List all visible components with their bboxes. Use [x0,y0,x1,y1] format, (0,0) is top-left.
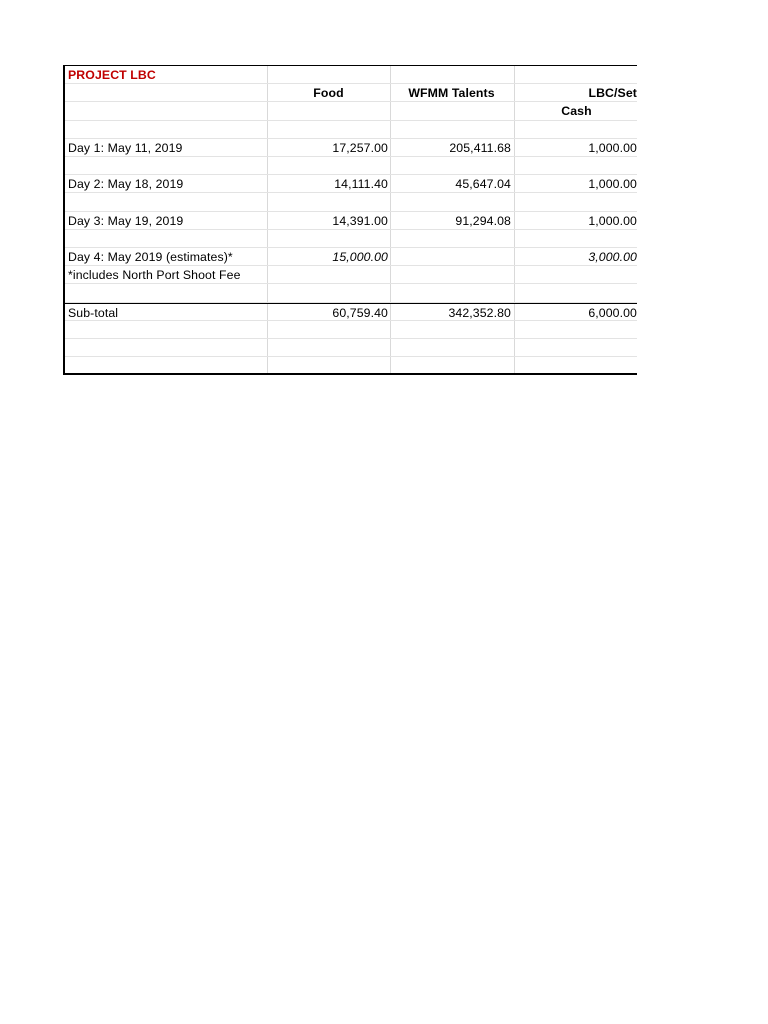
subtotal-label: Sub-total [68,305,119,320]
table-row [65,175,637,193]
talents-value: 45,647.04 [455,177,511,192]
blank-row [65,321,637,339]
blank-row [65,193,637,211]
blank-row [65,339,637,357]
row-label: Day 4: May 2019 (estimates)* [68,250,233,264]
header-cash: Cash [561,104,592,119]
subtotal-food: 60,759.40 [332,305,388,320]
title-row [65,66,637,84]
note-row [65,266,637,284]
header-row [65,84,637,102]
table-row [65,139,637,157]
blank-row [65,357,637,375]
food-value: 17,257.00 [332,140,388,155]
subtotal-talents: 342,352.80 [448,305,511,320]
blank-row [65,121,637,139]
subtotal-lbc: 6,000.00 [588,305,637,320]
talents-value: 91,294.08 [455,213,511,228]
food-value: 14,111.40 [334,177,388,192]
table-row [65,248,637,266]
lbc-value: 3,000.00 [588,250,637,264]
row-label: Day 1: May 11, 2019 [68,140,183,155]
blank-row [65,284,637,302]
subheader-row [65,102,637,120]
talents-value: 205,411.68 [449,140,511,155]
talents-value [392,248,511,266]
lbc-value: 1,000.00 [588,140,637,155]
sheet-title: PROJECT LBC [68,68,156,82]
blank-row [65,230,637,248]
food-value: 14,391.00 [332,213,388,228]
header-lbc-set: LBC/Set [588,86,637,101]
subtotal-row [65,303,637,321]
table-row [65,212,637,230]
food-value: 15,000.00 [332,250,388,264]
row-label: Day 2: May 18, 2019 [68,177,184,192]
header-talents: WFMM Talents [408,86,495,101]
header-food: Food [313,86,344,101]
spreadsheet [63,65,637,375]
lbc-value: 1,000.00 [588,213,637,228]
footnote: *includes North Port Shoot Fee [68,268,241,283]
lbc-value: 1,000.00 [588,177,637,192]
row-label: Day 3: May 19, 2019 [68,213,184,228]
blank-row [65,157,637,175]
